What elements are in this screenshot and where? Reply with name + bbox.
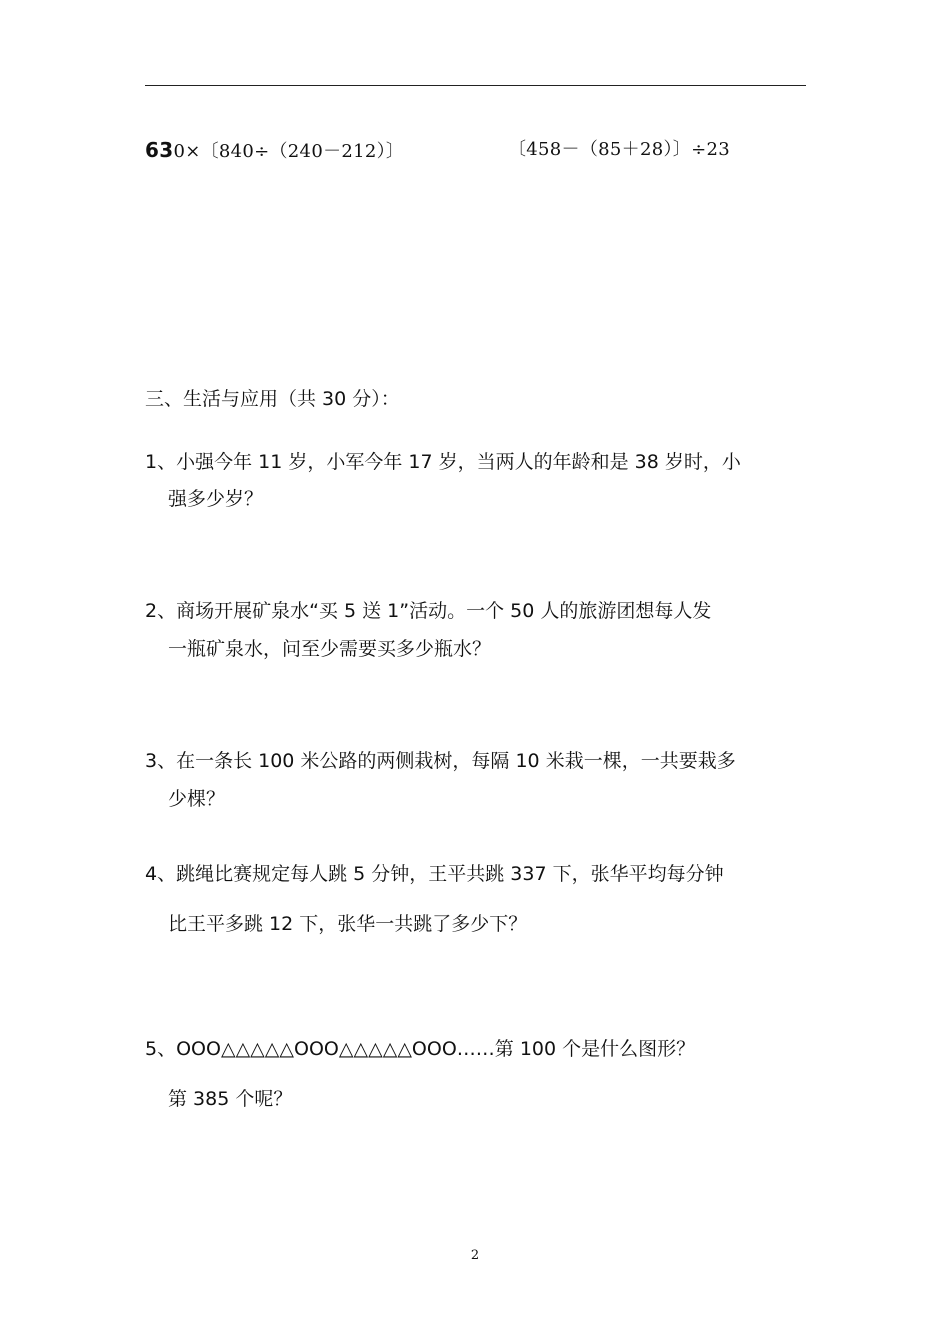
problem-3-line-2: 少棵？	[168, 788, 226, 810]
section-heading: 三、生活与应用（共 30 分）：	[145, 388, 400, 410]
problem-2-line-1: 2、商场开展矿泉水“买 5 送 1”活动。一个 50 人的旅游团想每人发	[145, 600, 712, 622]
expression-right: 〔458－（85＋28）〕÷23	[508, 139, 730, 160]
problem-2-line-2: 一瓶矿泉水，问至少需要买多少瓶水？	[168, 638, 492, 660]
problem-5-line-1: 5、OOO△△△△△OOO△△△△△OOO……第 100 个是什么图形？	[145, 1038, 696, 1060]
page-number: 2	[470, 1248, 480, 1263]
expression-left-bold: 63	[145, 138, 174, 162]
problem-1-line-1: 1、小强今年 11 岁，小军今年 17 岁，当两人的年龄和是 38 岁时，小	[145, 451, 741, 473]
problem-5-line-2: 第 385 个呢？	[168, 1088, 293, 1110]
expression-left	[145, 137, 404, 165]
expression-left-rest: 0×〔840÷（240－212）〕	[173, 141, 405, 162]
problem-4-line-2: 比王平多跳 12 下，张华一共跳了多少下？	[168, 913, 528, 935]
problem-4-line-1: 4、跳绳比赛规定每人跳 5 分钟，王平共跳 337 下，张华平均每分钟	[145, 863, 724, 885]
header-rule	[145, 85, 806, 86]
problem-3-line-1: 3、在一条长 100 米公路的两侧栽树，每隔 10 米栽一棵，一共要栽多	[145, 750, 736, 772]
problem-1-line-2: 强多少岁？	[168, 488, 264, 510]
